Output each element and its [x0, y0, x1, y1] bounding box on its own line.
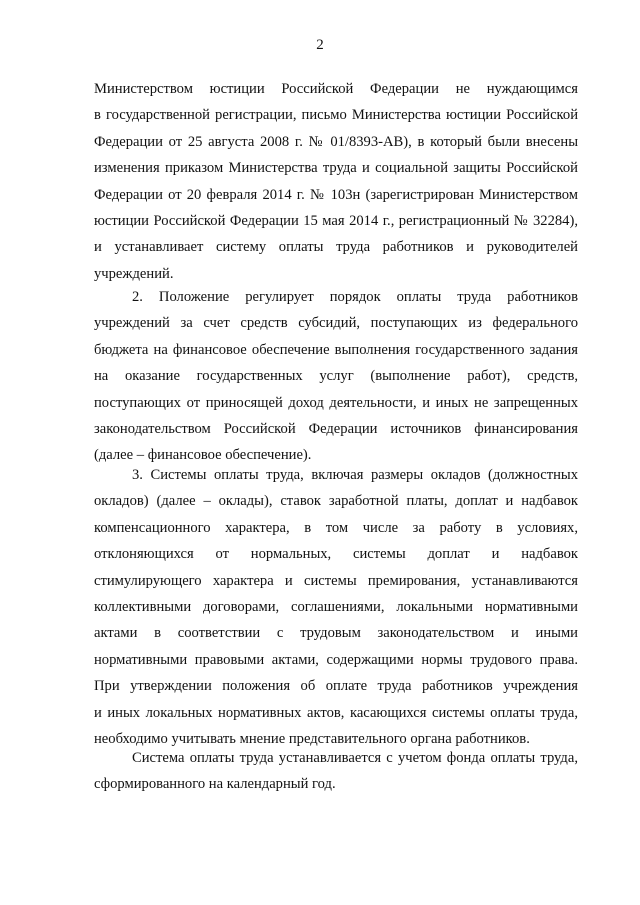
text-line: окладов) (далее – оклады), ставок заработной платы, доплат и надбавок	[94, 493, 578, 510]
text-line: (далее – финансовое обеспечение).	[94, 447, 312, 464]
text-line: актами в соответствии с трудовым законодательством и иными	[94, 625, 578, 642]
paragraph-item-2	[94, 284, 578, 469]
text-line: в государственной регистрации, письмо Министерства юстиции Российской	[94, 107, 578, 124]
page-number: 2	[316, 37, 324, 53]
text-line: и иных локальных нормативных актов, касающихся системы оплаты труда,	[94, 704, 578, 721]
text-line: 3. Системы оплаты труда, включая размеры окладов (должностных	[132, 467, 578, 483]
text-line: Система оплаты труда устанавливается с учетом фонда оплаты труда,	[132, 750, 578, 766]
paragraph-payroll-fund	[94, 745, 578, 798]
text-line: Федерации от 20 февраля 2014 г. № 103н (зарегистрирован Министерством	[94, 186, 578, 203]
text-line: сформированного на календарный год.	[94, 776, 336, 793]
text-line: При утверждении положения об оплате труда работников учреждения	[94, 678, 578, 695]
text-line: необходимо учитывать мнение представительного органа работников.	[94, 730, 530, 747]
text-line: на оказание государственных услуг (выполнение работ), средств,	[94, 368, 578, 385]
text-line: Министерством юстиции Российской Федерации не нуждающимся	[94, 81, 578, 97]
text-line: изменения приказом Министерства труда и социальной защиты Российской	[94, 160, 578, 177]
text-line: стимулирующего характера и системы премирования, устанавливаются	[94, 572, 578, 589]
text-line: и устанавливает систему оплаты труда работников и руководителей	[94, 239, 578, 256]
text-line: бюджета на финансовое обеспечение выполнения государственного задания	[94, 341, 578, 358]
text-line: учреждений за счет средств субсидий, поступающих из федерального	[94, 315, 578, 332]
text-line: коллективными договорами, соглашениями, локальными нормативными	[94, 598, 578, 615]
text-line: юстиции Российской Федерации 15 мая 2014 г., регистрационный № 32284),	[94, 212, 578, 229]
text-line: нормативными правовыми актами, содержащими нормы трудового права.	[94, 651, 578, 668]
text-line: законодательством Российской Федерации источников финансирования	[94, 420, 578, 437]
text-line: 2. Положение регулирует порядок оплаты труда работников	[132, 289, 578, 305]
paragraph-continuation	[94, 76, 578, 287]
text-line: Федерации от 25 августа 2008 г. № 01/8393-АВ), в который были внесены	[94, 133, 578, 150]
text-line: компенсационного характера, в том числе за работу в условиях,	[94, 519, 578, 536]
text-line: отклоняющихся от нормальных, системы доплат и надбавок	[94, 546, 578, 563]
text-line: поступающих от приносящей доход деятельности, и иных не запрещенных	[94, 394, 578, 411]
paragraph-item-3	[94, 462, 578, 752]
text-line: учреждений.	[94, 265, 174, 282]
